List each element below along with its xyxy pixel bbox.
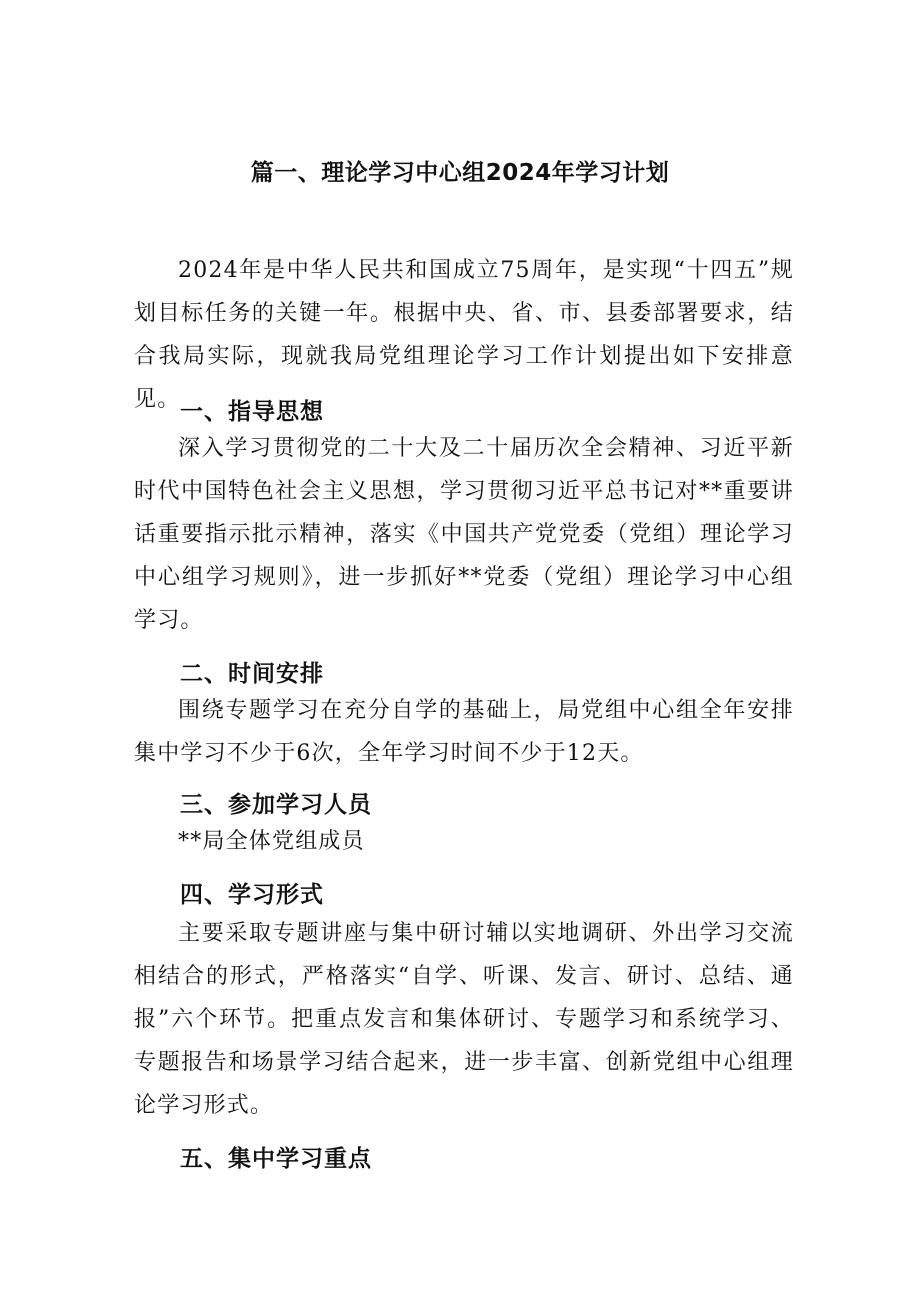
section-heading-guiding-ideology: 一、指导思想	[180, 399, 324, 425]
section-text-participants: **局全体党组成员	[178, 829, 365, 854]
section-heading-participants: 三、参加学习人员	[180, 792, 372, 818]
section-text-guiding-ideology: 深入学习贯彻党的二十大及二十届历次全会精神、习近平新时代中国特色社会主义思想，学习贯彻习近平总书记对**重要讲话重要指示批示精神，落实《中国共产党党委（党组）理论学习中心组学习规则》，进一步抓好**党委（党组）理论学习中心组学习。	[134, 436, 794, 633]
section-heading-study-format: 四、学习形式	[180, 882, 324, 908]
section-text-study-format: 主要采取专题讲座与集中研讨辅以实地调研、外出学习交流相结合的形式，严格落实“自学、听课、发言、研讨、总结、通报”六个环节。把重点发言和集体研讨、专题学习和系统学习、专题报告和场景学习结合起来，进一步丰富、创新党组中心组理论学习形式。	[134, 921, 794, 1118]
section-heading-key-topics: 五、集中学习重点	[180, 1146, 372, 1172]
intro-paragraph: 2024年是中华人民共和国成立75周年，是实现“十四五”规划目标任务的关键一年。根据中央、省、市、县委部署要求，结合我局实际，现就我局党组理论学习工作计划提出如下安排意见。	[134, 258, 794, 412]
section-text-schedule: 围绕专题学习在充分自学的基础上，局党组中心组全年安排集中学习不少于6次，全年学习时间不少于12天。	[134, 698, 794, 766]
document-title: 篇一、理论学习中心组2024年学习计划	[250, 160, 670, 186]
section-heading-schedule: 二、时间安排	[180, 661, 324, 687]
